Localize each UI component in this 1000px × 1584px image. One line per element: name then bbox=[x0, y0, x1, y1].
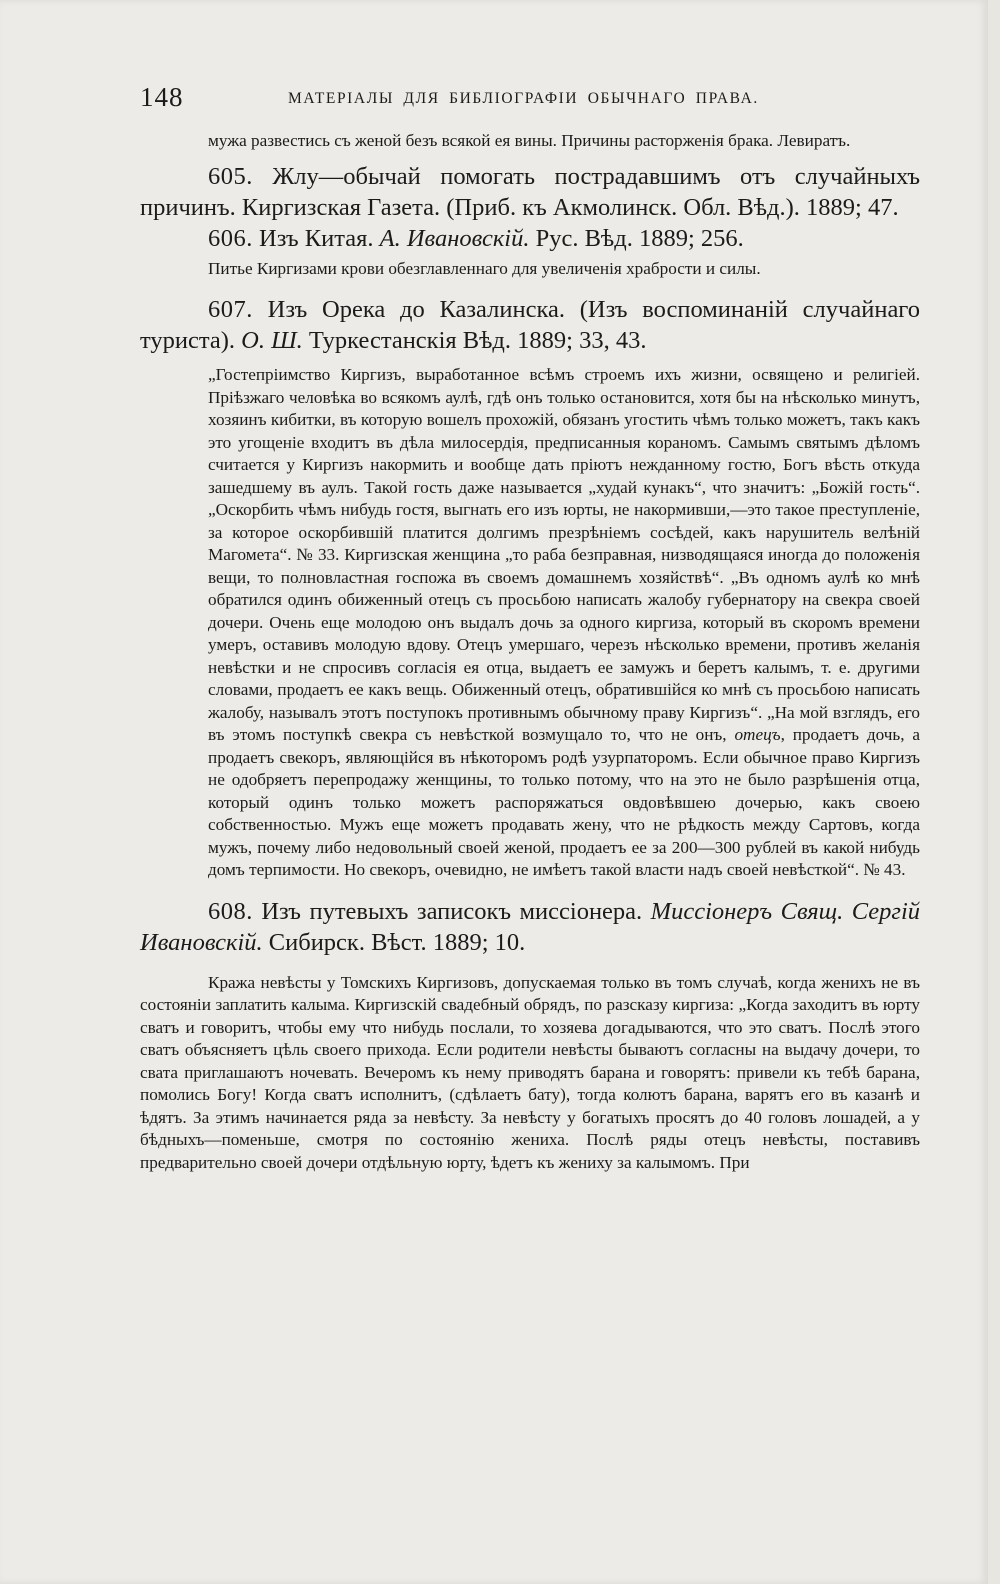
entry-number: 605. bbox=[208, 162, 253, 190]
annotation-part: , продаетъ дочь, а продаетъ свекоръ, являющійся въ нѣкоторомъ родѣ узурпаторомъ. Если обычное право Киргизъ не одобряетъ перепродажу женщины, то только потому, что на это не было разрѣшенія отца, который одинъ только можетъ распоряжаться овдовѣвшею дочерью, какъ своею собственностью. Мужъ еще можетъ продавать жену, что не рѣдкость между Сартовъ, когда мужъ, почему либо недовольный своей женой, продаетъ ее за 200—300 рублей въ какой нибудь домъ терпимости. Но свекоръ, очевидно, не имѣетъ такой власти надъ своей невѣсткой“. № 43. bbox=[208, 725, 920, 879]
entry-605 bbox=[140, 161, 920, 223]
page-body bbox=[140, 130, 920, 1174]
entry-text: Жлу—обычай помогать пострадавшимъ отъ случайныхъ причинъ. Киргизская Газета. (Приб. къ Акмолинск. Обл. Вѣд.). 1889; 47. bbox=[140, 162, 920, 221]
page-number: 148 bbox=[140, 82, 184, 112]
entry-608 bbox=[140, 896, 920, 958]
entry-606 bbox=[140, 223, 920, 254]
entry-title: Изъ путевыхъ записокъ миссіонера. bbox=[261, 897, 643, 925]
entry-title: Изъ Китая. bbox=[259, 224, 374, 252]
entry-author: О. Ш. bbox=[241, 327, 303, 354]
entry-author: А. Ивановскій. bbox=[379, 224, 530, 252]
continuation-text: мужа развестись съ женой безъ всякой ея вины. Причины расторженія брака. Левиратъ. bbox=[208, 131, 851, 150]
entry-number: 606. bbox=[208, 224, 253, 252]
entry-607-annotation bbox=[140, 364, 920, 882]
entry-source: Рус. Вѣд. 1889; 256. bbox=[535, 224, 744, 252]
entry-606-annotation: Питье Киргизами крови обезглавленнаго для увеличенія храбрости и силы. bbox=[208, 258, 761, 278]
entry-source: Туркестанскія Вѣд. 1889; 33, 43. bbox=[308, 327, 647, 354]
entry-number: 608. bbox=[208, 897, 253, 925]
running-title: МАТЕРІАЛЫ ДЛЯ БИБЛІОГРАФІИ ОБЫЧНАГО ПРАВА. bbox=[288, 90, 759, 107]
entry-607 bbox=[140, 294, 920, 356]
entry-author: Миссіонеръ Свящ. Сергій Ивановскій. bbox=[140, 897, 921, 956]
entry-title: Изъ Орека до Казалинска. (Изъ воспоминаній случайнаго туриста). bbox=[140, 296, 921, 354]
entry-source: Сибирск. Вѣст. 1889; 10. bbox=[268, 928, 526, 956]
entry-608-annotation: Кража невѣсты у Томскихъ Киргизовъ, допускаемая только въ томъ случаѣ, когда женихъ не въ состояніи заплатить калыма. Киргизскій свадебный обрядъ, по разсказу киргиза: „Когда заходитъ въ юрту сватъ и говоритъ, чтобы ему что нибудь послали, то хозяева догадываются, что это сватъ. Послѣ этого сватъ объясняетъ цѣль своего прихода. Если родители невѣсты бываютъ согласны на выдачу дочери, то свата приглашаютъ ночевать. Вечеромъ къ нему приводятъ барана и говорятъ: привели къ тебѣ барана, помолись Богу! Когда сватъ исполнитъ, (сдѣлаетъ бату), тогда колютъ барана, варятъ его въ казанѣ и ѣдятъ. За этимъ начинается ряда за невѣсту. За невѣсту у богатыхъ просятъ до 40 головъ лошадей, а у бѣдныхъ—поменьше, смотря по состоянію жениха. Послѣ ряды отецъ невѣсты, поставивъ предварительно своей дочери отдѣльную юрту, ѣдетъ къ жениху за калымомъ. При bbox=[140, 972, 920, 1172]
entry-number: 607. bbox=[208, 296, 253, 323]
page-header bbox=[140, 82, 920, 122]
annotation-part: „Гостепріимство Киргизъ, выработанное всѣмъ строемъ ихъ жизни, освящено и религіей. Пріѣзжаго человѣка во всякомъ аулѣ, гдѣ онъ только остановится, хотя бы на нѣсколько минутъ, хозяинъ кибитки, въ которую вошелъ прохожій, обязанъ угостить чѣмъ только можетъ, такъ какъ это угощеніе входитъ въ дѣла милосердія, предписанныя кораномъ. Самымъ святымъ дѣломъ считается у Киргизъ накормить и вообще дать пріютъ нежданному гостю, Богъ вѣсть откуда зашедшему въ аулъ. Такой гость даже называется „худай кунакъ“, что значитъ: „Божій гость“. „Оскорбить чѣмъ нибудь гостя, выгнать его изъ юрты, не накормивши,—это такое преступленіе, за которое оскорбившій платится долгимъ презрѣніемъ сосѣдей, какъ нарушитель велѣній Магомета“. № 33. Киргизская женщина „то раба безправная, низводящаяся иногда до положенія вещи, то полновластная госпожа въ своемъ домашнемъ хозяйствѣ“. „Въ одномъ аулѣ ко мнѣ обратился одинъ обиженный отецъ съ просьбою написать жалобу губернатору на свекра своей дочери. Очень еще молодою онъ выдалъ дочь за одного киргиза, который въ скоромъ времени умеръ, оставивъ молодую вдову. Отецъ умершаго, черезъ нѣсколько времени, противъ желанія невѣстки и не спросивъ согласія ея отца, выдаетъ ее замужъ и беретъ калымъ, т. е. другими словами, продаетъ ее какъ вещь. Обиженный отецъ, обратившійся ко мнѣ съ просьбою написать жалобу, называлъ этотъ поступокъ противнымъ обычному праву Киргизъ“. „На мой взглядъ, его въ этомъ поступкѣ свекра съ невѣсткой возмущало то, что не онъ, bbox=[208, 365, 920, 744]
annotation-emphasis: отецъ bbox=[734, 725, 781, 744]
